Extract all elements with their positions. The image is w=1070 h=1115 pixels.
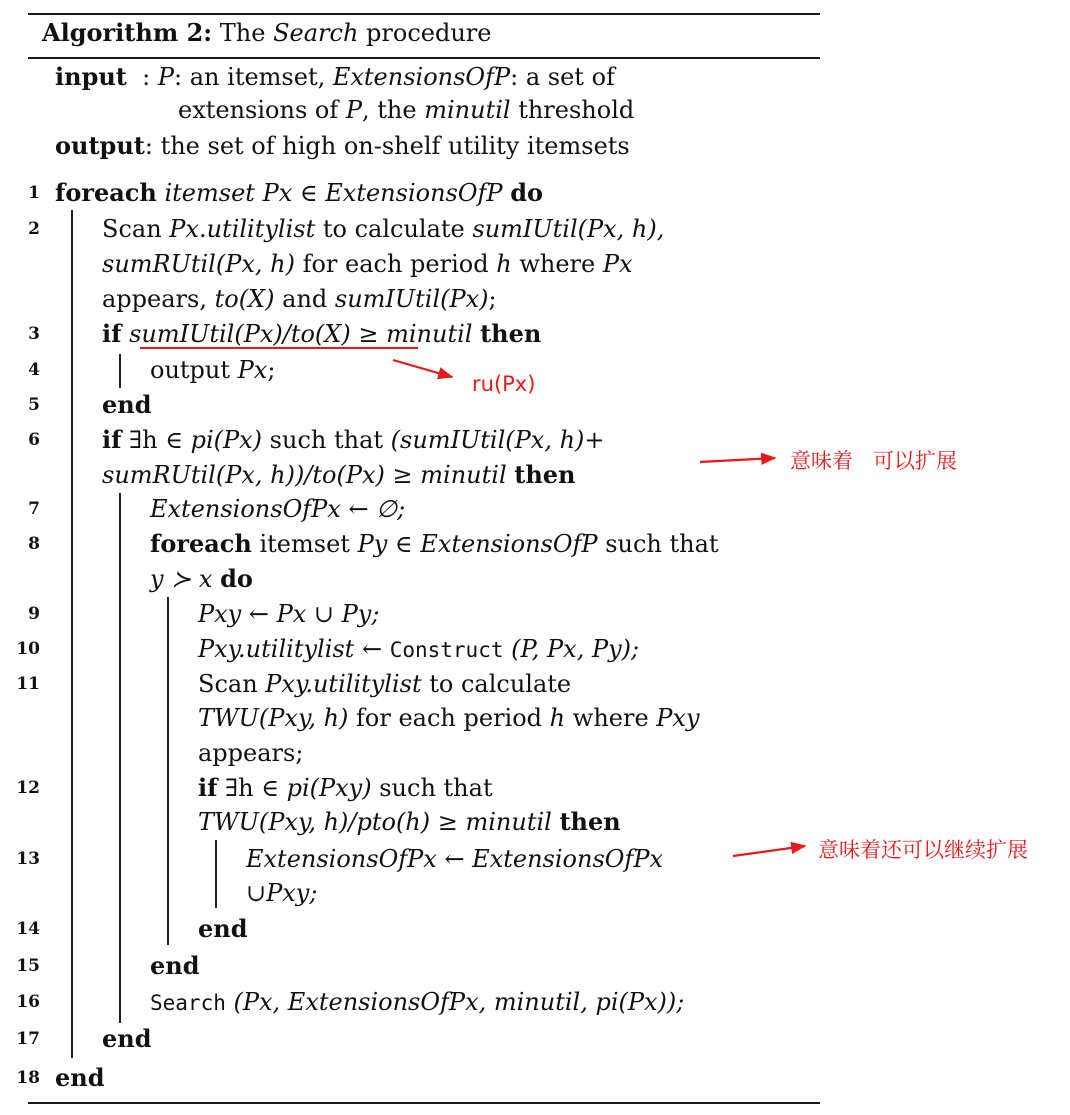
line-1-text: itemset Px ∈ ExtensionsOfP	[156, 179, 511, 207]
line-11c: appears;	[198, 739, 304, 767]
line-number: 9	[28, 604, 40, 624]
t: to(X)	[214, 285, 275, 313]
t: to calculate	[315, 215, 473, 243]
t: such that	[262, 426, 391, 454]
line-number: 16	[16, 992, 40, 1012]
t: ∃h ∈	[217, 774, 287, 802]
kw-foreach: foreach	[150, 529, 252, 558]
t: sumIUtil(Px)	[334, 285, 489, 313]
line-number: 18	[16, 1068, 40, 1088]
kw-if: if	[102, 425, 122, 454]
algorithm-label: Algorithm 2:	[42, 18, 213, 47]
t: such that	[371, 774, 493, 802]
line-number: 12	[16, 778, 40, 798]
t: ;	[488, 285, 497, 313]
caption-post: procedure	[358, 19, 492, 47]
ru-arrow	[393, 360, 452, 377]
output-keyword: output	[55, 131, 145, 160]
line-number: 14	[16, 919, 40, 939]
input2-a: extensions of	[178, 96, 346, 124]
line-number: 15	[16, 956, 40, 976]
t: Px	[602, 250, 633, 278]
input-keyword: input	[55, 62, 127, 91]
t: ∃h ∈	[121, 426, 191, 454]
t: Scan	[102, 215, 170, 243]
t: for each period	[294, 250, 497, 278]
line-14: end	[198, 914, 248, 943]
t: (sumIUtil(Px, h)+	[390, 426, 605, 454]
t: sumIUtil(Px, h),	[472, 215, 665, 243]
input-text-a: : an itemset,	[174, 63, 333, 91]
kw-do: do	[510, 178, 543, 207]
t: Pxy	[656, 704, 700, 732]
kw-if: if	[102, 319, 122, 348]
line-15: end	[150, 951, 200, 980]
input-ext: ExtensionsOfP	[332, 63, 511, 91]
t: output	[150, 356, 238, 384]
line-number: 6	[28, 430, 40, 450]
t: Px.utilitylist	[169, 215, 316, 243]
line-number: 1	[28, 183, 40, 203]
t: to calculate	[421, 670, 572, 698]
line-13a: ExtensionsOfPx ← ExtensionsOfPx	[246, 845, 663, 873]
kw-then: then	[514, 460, 576, 489]
line-number: 5	[28, 395, 40, 415]
t: Scan	[198, 670, 266, 698]
t: y ≻ x	[150, 565, 221, 593]
t: Py ∈ ExtensionsOfP	[357, 530, 598, 558]
ru-expression: sumIUtil(Px)/to(X)	[129, 320, 351, 348]
t: (P, Px, Py);	[503, 635, 640, 663]
annotation-ru: ru(Px)	[472, 372, 536, 396]
annotation-continue: 意味着还可以继续扩展	[818, 838, 1028, 862]
t: and	[274, 285, 335, 313]
line-number: 17	[16, 1029, 40, 1049]
t: Pxy.utilitylist	[265, 670, 422, 698]
t: (Px, ExtensionsOfPx, minutil, pi(Px));	[225, 988, 685, 1016]
t: Px	[237, 356, 268, 384]
t: pi(Px)	[190, 426, 263, 454]
line-number: 11	[16, 674, 40, 694]
caption-pre: The	[212, 19, 274, 47]
search-call: Search	[150, 991, 226, 1015]
procedure-name: Search	[273, 19, 359, 47]
t: itemset	[251, 530, 358, 558]
t: Pxy.utilitylist ←	[198, 635, 390, 663]
t: for each period	[348, 704, 550, 732]
t: sumRUtil(Px, h)	[102, 250, 295, 278]
line-17: end	[102, 1024, 152, 1053]
t: ;	[267, 356, 276, 384]
line-number: 8	[28, 534, 40, 554]
kw-do: do	[220, 564, 253, 593]
kw-then: then	[559, 807, 621, 836]
kw-then: then	[480, 319, 542, 348]
line-number: 3	[28, 324, 40, 344]
t: h	[496, 250, 512, 278]
input-p: P	[157, 63, 175, 91]
continue-arrow	[733, 846, 805, 856]
t: TWU(Pxy, h)/pto(h) ≥ minutil	[198, 808, 560, 836]
construct-call: Construct	[389, 638, 504, 662]
input-colon: :	[142, 63, 158, 91]
t: where	[511, 250, 603, 278]
kw-if: if	[198, 773, 218, 802]
t: ≥ minutil	[350, 320, 481, 348]
annotation-extend: 意味着 可以扩展	[790, 449, 958, 473]
input-text-b: : a set of	[510, 63, 615, 91]
input2-minutil: minutil	[424, 96, 511, 124]
line-9: Pxy ← Px ∪ Py;	[198, 600, 380, 628]
line-number: 2	[28, 219, 40, 239]
line-number: 10	[16, 639, 40, 659]
input2-b: , the	[362, 96, 425, 124]
input2-c: threshold	[510, 96, 635, 124]
t: sumRUtil(Px, h))/to(Px) ≥ minutil	[102, 461, 515, 489]
t: TWU(Pxy, h)	[198, 704, 349, 732]
t: such that	[597, 530, 719, 558]
t: appears,	[102, 285, 215, 313]
kw-foreach: foreach	[55, 178, 157, 207]
line-number: 7	[28, 499, 40, 519]
line-number: 13	[16, 849, 40, 869]
line-18: end	[55, 1063, 105, 1092]
extend-arrow	[700, 458, 775, 462]
output-text: : the set of high on-shelf utility itemsets	[144, 132, 630, 160]
t: where	[565, 704, 657, 732]
t: h	[549, 704, 566, 732]
line-5: end	[102, 390, 152, 419]
t: pi(Pxy)	[286, 774, 372, 802]
input2-p: P	[345, 96, 363, 124]
line-13b: ∪Pxy;	[246, 879, 318, 907]
line-number: 4	[28, 360, 40, 380]
line-7: ExtensionsOfPx ← ∅;	[150, 495, 406, 523]
